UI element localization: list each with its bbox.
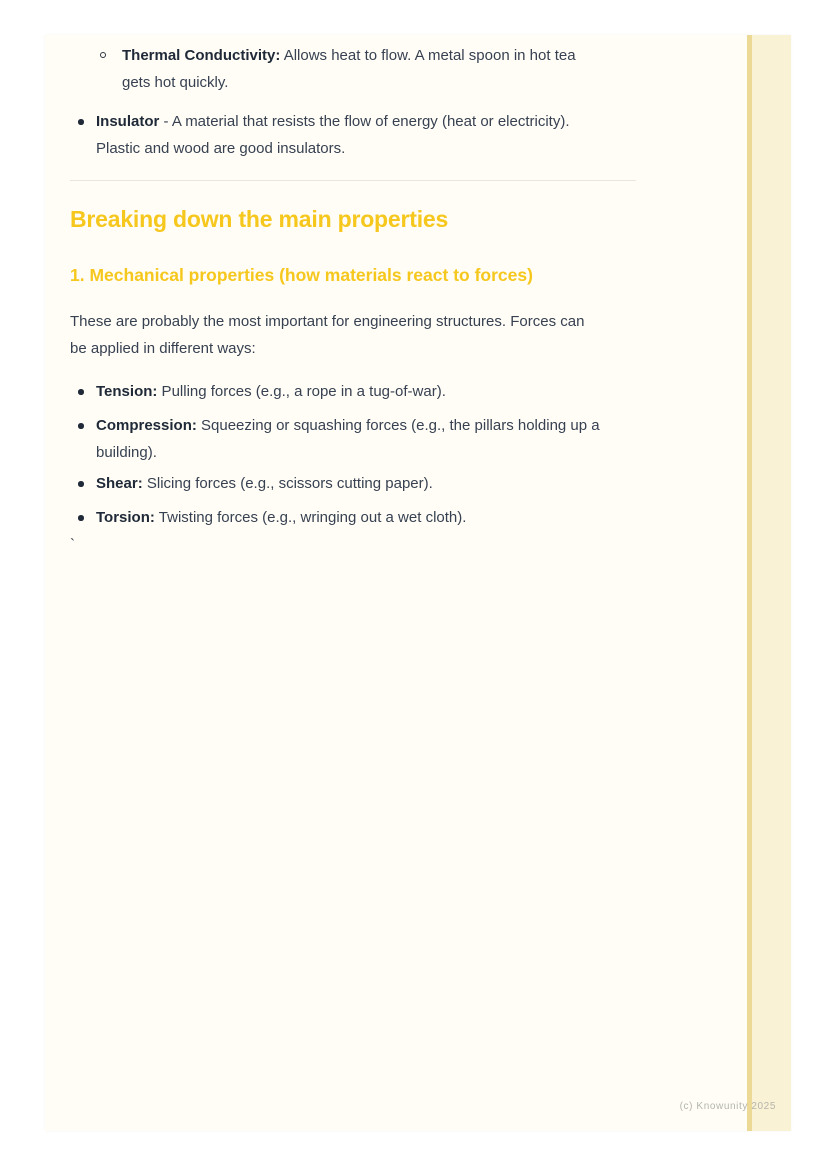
term-description: Allows heat to flow. A metal spoon in hot tea	[280, 47, 576, 64]
text-line: Plastic and wood are good insulators.	[96, 140, 346, 157]
term-description: Slicing forces (e.g., scissors cutting paper).	[142, 475, 433, 492]
stray-backtick-character: `	[70, 536, 75, 553]
text-line	[96, 470, 433, 497]
text-line: These are probably the most important for engineering structures. Forces can	[70, 313, 585, 330]
bullet-disc-icon	[78, 515, 84, 521]
text-line: be applied in different ways:	[70, 340, 256, 357]
copyright-watermark: (c) Knowunity 2025	[679, 1101, 776, 1112]
text-line	[96, 504, 466, 531]
list-item-thermal-conductivity	[100, 42, 576, 96]
term-description: Twisting forces (e.g., wringing out a wet cloth).	[154, 509, 467, 526]
subsection-heading: 1. Mechanical properties (how materials react to forces)	[70, 265, 533, 285]
list-item-insulator	[78, 108, 570, 162]
list-item-torsion	[78, 504, 466, 531]
bullet-disc-icon	[78, 389, 84, 395]
horizontal-divider	[70, 180, 636, 181]
term-torsion: Torsion:	[96, 509, 155, 526]
term-thermal-conductivity: Thermal Conductivity:	[122, 47, 281, 64]
term-description: Pulling forces (e.g., a rope in a tug-of-war).	[157, 383, 446, 400]
term-tension: Tension:	[96, 383, 158, 400]
text-line	[96, 412, 600, 439]
right-margin-stripe	[747, 35, 791, 1131]
text-line	[96, 378, 446, 405]
section-heading: Breaking down the main properties	[70, 206, 449, 232]
text-line: building).	[96, 444, 157, 461]
text-line	[96, 108, 570, 135]
bullet-circle-icon	[100, 52, 106, 58]
document-page	[45, 35, 791, 1131]
bullet-disc-icon	[78, 119, 84, 125]
list-item-shear	[78, 470, 433, 497]
term-shear: Shear:	[96, 475, 143, 492]
text-line	[122, 42, 576, 69]
term-description: Squeezing or squashing forces (e.g., the pillars holding up a	[196, 417, 600, 434]
intro-paragraph	[70, 308, 584, 362]
list-item-tension	[78, 378, 446, 405]
bullet-disc-icon	[78, 423, 84, 429]
term-compression: Compression:	[96, 417, 197, 434]
bullet-disc-icon	[78, 481, 84, 487]
term-insulator: Insulator	[96, 113, 160, 130]
text-line: gets hot quickly.	[122, 74, 229, 91]
list-item-compression	[78, 412, 600, 466]
term-description: - A material that resists the flow of energy (heat or electricity).	[159, 113, 570, 130]
